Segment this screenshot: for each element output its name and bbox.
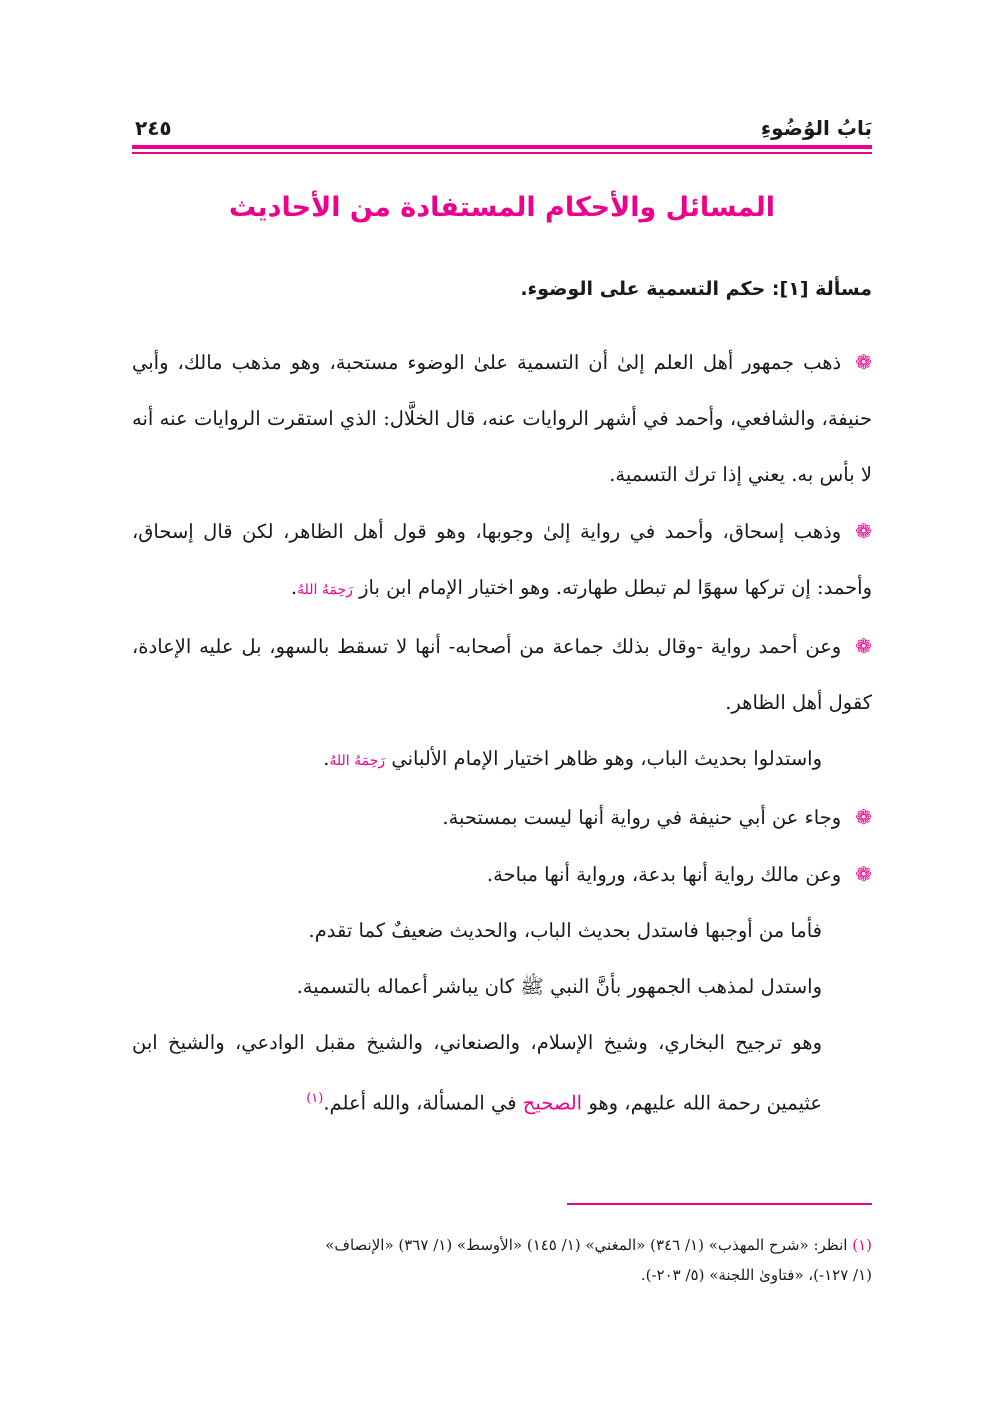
paragraph: ❁وعن مالك رواية أنها بدعة، ورواية أنها مباحة. — [486, 862, 872, 886]
header-rule-thick — [132, 145, 872, 149]
footnote-line: (١/ ١٢٧-)، «فتاوىٰ اللجنة» (٥/ ٢٠٣-). — [640, 1266, 872, 1284]
flower-icon: ❁ — [855, 805, 872, 829]
salawat-icon: ﷺ — [520, 975, 544, 998]
paragraph: ❁وعن أحمد رواية -وقال بذلك جماعة من أصحابه- أنها لا تسقط بالسهو، بل عليه الإعادة، كقول أهل الظاهر. — [132, 634, 872, 714]
highlighted-word: الصحيح — [522, 1091, 583, 1115]
paragraph: ❁وذهب إسحاق، وأحمد في رواية إلىٰ وجوبها، وهو قول أهل الظاهر، لكن قال إسحاق، وأحمد: إن تركها سهوًا لم تبطل طهارته. وهو اختيار الإمام ابن باز رَحِمَهُ اللهُ. — [132, 519, 872, 599]
footnotes — [132, 1230, 872, 1290]
footnote-marker: (١) — [852, 1236, 872, 1254]
flower-icon: ❁ — [855, 634, 872, 658]
rahimahullah-icon: رَحِمَهُ اللهُ — [329, 753, 386, 769]
footnote-separator — [567, 1203, 872, 1205]
footnote-reference[interactable]: (١) — [306, 1091, 324, 1106]
issue-title: حكم التسمية على الوضوء. — [520, 278, 766, 300]
paragraph: واستدلوا بحديث الباب، وهو ظاهر اختيار الإمام الألباني رَحِمَهُ اللهُ. — [323, 747, 822, 770]
page-number: ٢٤٥ — [135, 116, 172, 140]
footnote-line: (١) انظر: «شرح المهذب» (١/ ٣٤٦) «المغني» (١/ ١٤٥) «الأوسط» (١/ ٣٦٧) «الإنصاف» — [325, 1236, 872, 1254]
rahimahullah-icon: رَحِمَهُ اللهُ — [297, 582, 353, 598]
issue-heading — [132, 278, 872, 300]
paragraph: ❁ذهب جمهور أهل العلم إلىٰ أن التسمية علىٰ الوضوء مستحبة، وهو مذهب مالك، وأبي حنيفة، والشافعي، وأحمد في أشهر الروايات عنه، قال الخلَّال: الذي استقرت الروايات عنه أنه لا بأس به. يعني إذا ترك التسمية. — [132, 350, 873, 486]
section-title: المسائل والأحكام المستفادة من الأحاديث — [228, 192, 776, 223]
flower-icon: ❁ — [855, 350, 873, 374]
paragraph: فأما من أوجبها فاستدل بحديث الباب، والحديث ضعيفٌ كما تقدم. — [308, 919, 822, 942]
header-rule-thin — [132, 152, 872, 154]
paragraph: وهو ترجيح البخاري، وشيخ الإسلام، والصنعاني، والشيخ مقبل الوادعي، والشيخ ابن عثيمين رحمة الله عليهم، وهو الصحيح في المسألة، والله أعلم.$^{(١)}$ — [132, 1031, 822, 1115]
flower-icon: ❁ — [855, 862, 872, 886]
paragraph: واستدل لمذهب الجمهور بأنَّ النبي ﷺ كان يباشر أعماله بالتسمية. — [296, 975, 822, 998]
flower-icon: ❁ — [855, 519, 872, 543]
body-text — [132, 334, 872, 1132]
running-title: بَابُ الوُضُوءِ — [760, 116, 872, 140]
paragraph: ❁وجاء عن أبي حنيفة في رواية أنها ليست بمستحبة. — [442, 805, 872, 829]
issue-label: مسألة [١]: — [771, 278, 872, 300]
page-header — [135, 110, 872, 150]
